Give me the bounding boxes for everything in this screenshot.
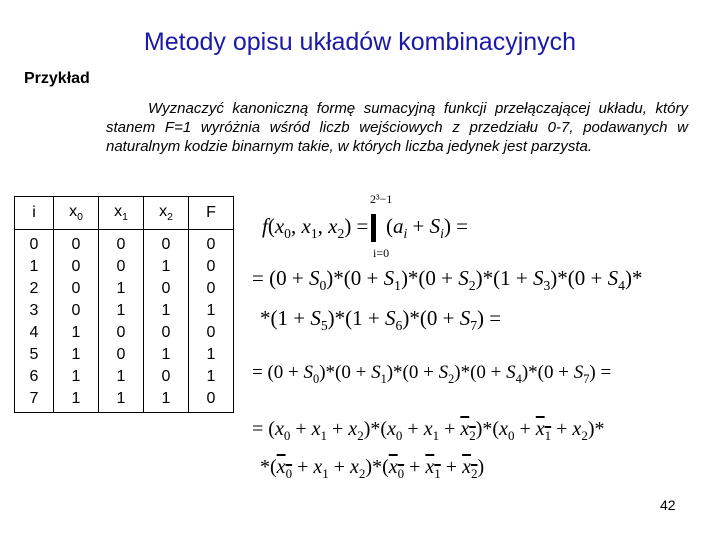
header-x0: $x_0$	[54, 197, 99, 230]
slide-title: Metody opisu układów kombinacyjnych	[143, 28, 577, 56]
formula-line-4: = $(x_0 + x_1 + x_2)*(x_0 + x_1 + x_2)*(x_0 + x_1 + x_2)*$	[252, 418, 605, 443]
formula-sum-body: $(a_i + S_i)$ =	[386, 214, 469, 242]
product-symbol	[371, 214, 376, 242]
truth-table	[14, 196, 234, 413]
sum-upper-limit: 2³−1	[370, 192, 393, 206]
column-x2: 0 1 0 1 0 1 0 1	[144, 230, 189, 413]
formula-line-5: $*(x_0 + x_1 + x_2)*(x_0 + x_1 + x_2)$	[260, 456, 485, 481]
formula-line-3: = $(0 + S_0)*(0 + S_1)*(0 + S_2)*(0 + S_4)*(0 + S_7)$ =	[252, 362, 612, 386]
formula-line-2: $*(1 + S_5)*(1 + S_6)*(0 + S_7)$ =	[260, 306, 502, 334]
page-number: 42	[660, 497, 676, 513]
header-x2: $x_2$	[144, 197, 189, 230]
sum-lower-limit: i=0	[373, 246, 390, 260]
column-x1: 0 0 1 1 0 0 1 1	[99, 230, 144, 413]
column-f: 0 0 0 1 0 1 1 0	[189, 230, 234, 413]
header-f: F	[189, 197, 234, 230]
task-description: Wyznaczyć kanoniczną formę sumacyjną funkcji przełączającej układu, który stanem F=1 wyróżnia wśród liczb wejściowych z przedziału 0-7, podawanych w naturalnym kodzie binarnym takie, w których liczba jedynek jest parzysta.	[106, 100, 688, 155]
column-i: 0 1 2 3 4 5 6 7	[15, 230, 54, 413]
header-x1: $x_1$	[99, 197, 144, 230]
formula-line-1: = $(0 + S_0)*(0 + S_1)*(0 + S_2)*(1 + S_3)*(0 + S_4)*$	[252, 266, 643, 294]
header-i: i	[15, 197, 54, 230]
column-x0: 0 0 0 0 1 1 1 1	[54, 230, 99, 413]
truth-table-body	[15, 230, 234, 413]
formula-lhs: $f(x_0$, $x_1$, $x_2$) =	[262, 214, 369, 242]
truth-table-header	[15, 197, 234, 230]
example-label: Przykład	[24, 70, 90, 87]
